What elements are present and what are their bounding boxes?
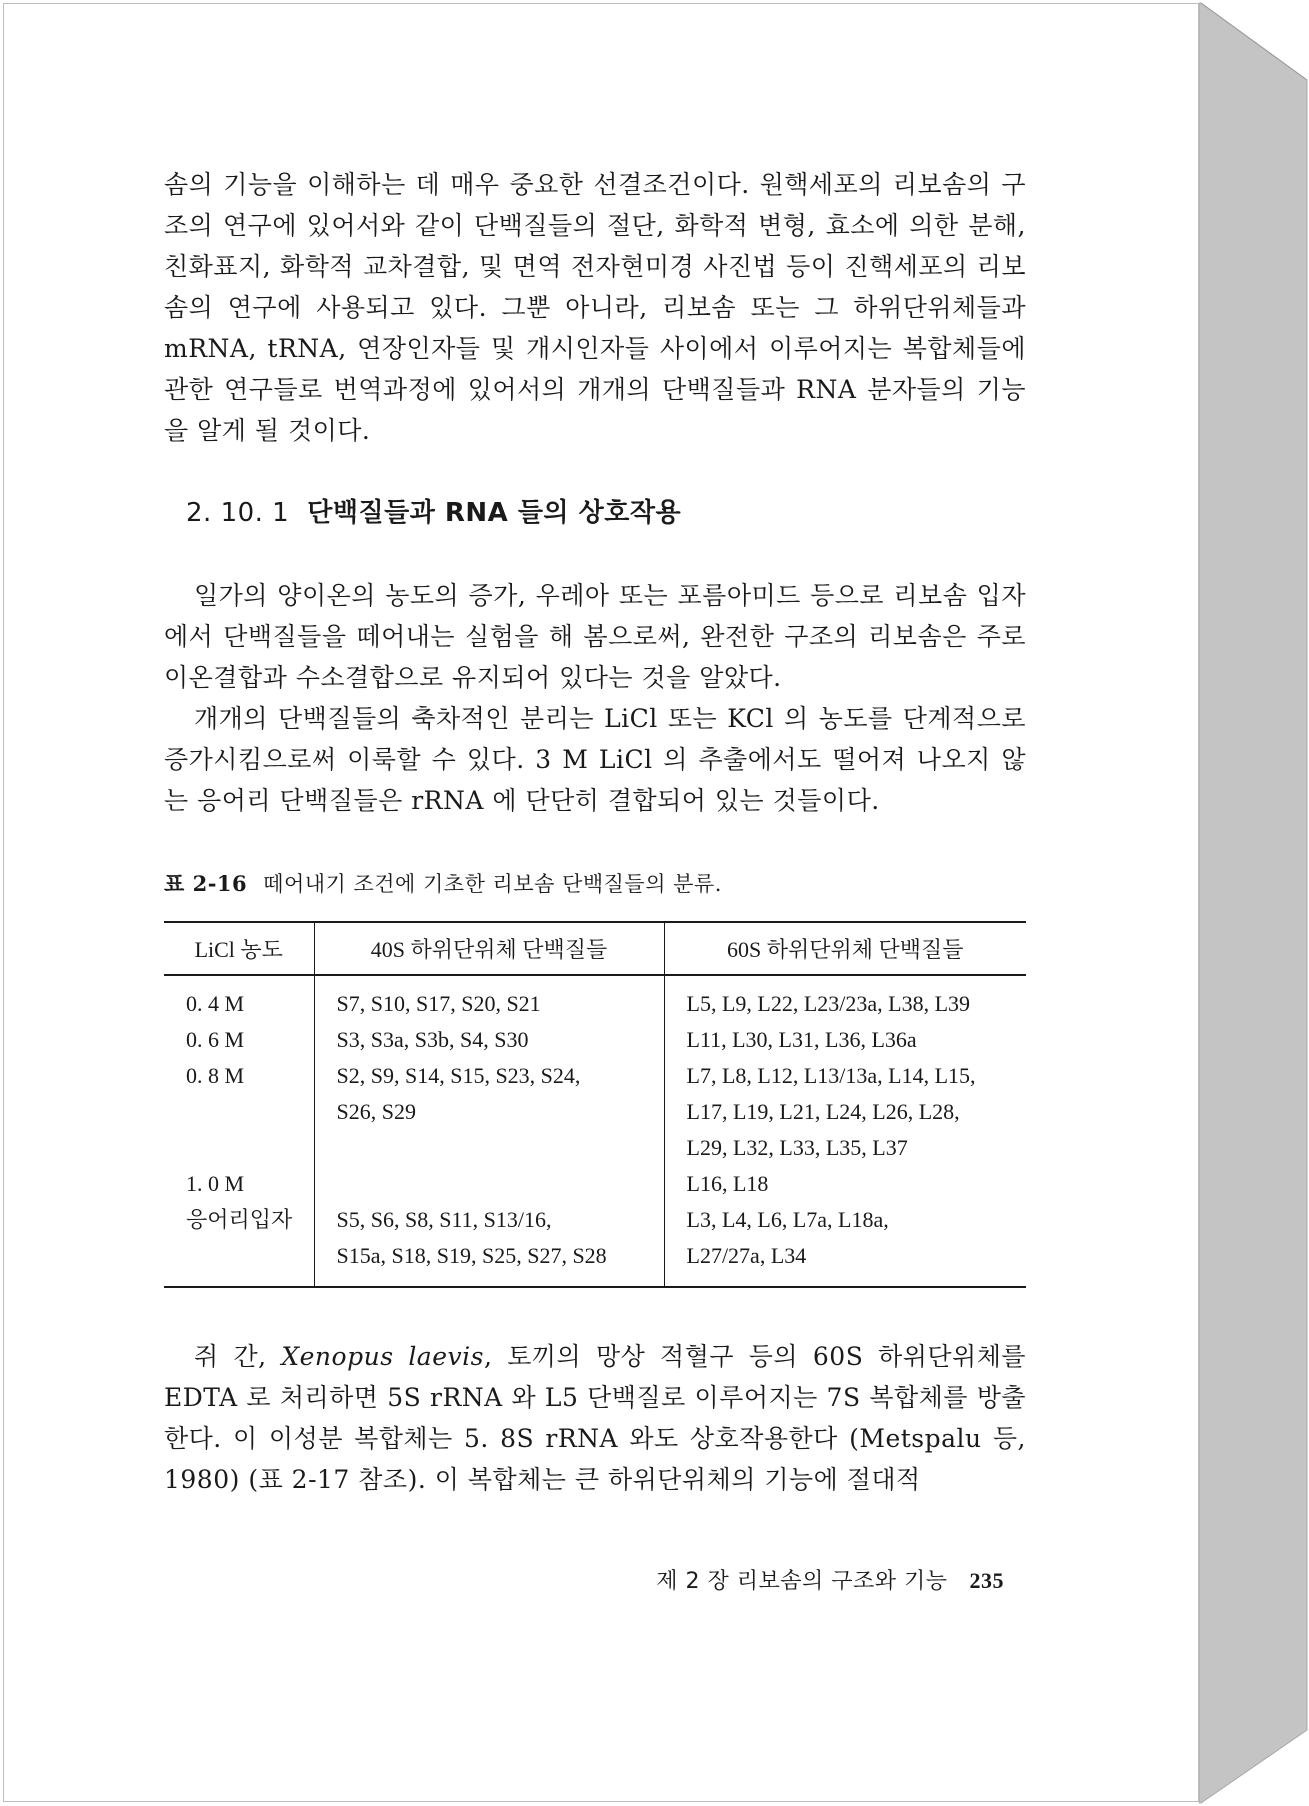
s60-line: L7, L8, L12, L13/13a, L14, L15, — [686, 1063, 976, 1088]
body-paragraph-2: 개개의 단백질들의 축차적인 분리는 LiCl 또는 KCl 의 농도를 단계적으로 증가시킴으로써 이룩할 수 있다. 3 M LiCl 의 추출에서도 떨어져 나오지 않는 응어리 단백질들은 rRNA 에 단단히 결합되어 있는 것들이다. — [164, 704, 1026, 815]
table-caption-text: 떼어내기 조건에 기초한 리보솜 단백질들의 분류. — [263, 872, 722, 896]
table-row — [164, 1022, 1026, 1058]
concentration-cell: 1. 0 M — [186, 1171, 245, 1196]
section-number: 2. 10. 1 — [186, 498, 290, 528]
table-row — [164, 1202, 1026, 1287]
closing-paragraph — [164, 1336, 1026, 1500]
header-60s-proteins: 60S 하위단위체 단백질들 — [664, 922, 1026, 975]
s40-line: S2, S9, S14, S15, S23, S24, — [336, 1063, 581, 1088]
book-page — [3, 3, 1199, 1802]
s60-cell — [664, 1058, 1026, 1166]
s40-line: S26, S29 — [336, 1099, 416, 1124]
book-page-edge — [1199, 0, 1309, 1806]
intro-paragraph: 솜의 기능을 이해하는 데 매우 중요한 선결조건이다. 원핵세포의 리보솜의 구조의 연구에 있어서와 같이 단백질들의 절단, 화학적 변형, 효소에 의한 분해, 친화표지, 화학적 교차결합, 및 면역 전자현미경 사진법 등이 진핵세포의 리보솜의 연구에 사용되고 있다. 그뿐 아니라, 리보솜 또는 그 하위단위체들과 mRNA, tRNA, 연장인자들 및 개시인자들 사이에서 이루어지는 복합체들에 관한 연구들로 번역과정에 있어서의 개개의 단백질들과 RNA 분자들의 기능을 알게 될 것이다. — [164, 170, 1026, 445]
table-caption-label: 표 2-16 — [164, 871, 248, 896]
species-name: Xenopus laevis — [281, 1342, 484, 1371]
concentration-cell: 응어리입자 — [164, 1202, 314, 1287]
s60-line: L3, L4, L6, L7a, L18a, — [686, 1207, 889, 1232]
concentration-cell: 0. 6 M — [186, 1027, 245, 1052]
table-caption — [164, 869, 1026, 899]
page-footer — [164, 1564, 1026, 1595]
s40-cell — [314, 975, 664, 1022]
table-header-row — [164, 922, 1026, 975]
s60-line: L16, L18 — [686, 1171, 769, 1196]
closing-text-rest: , 토끼의 망상 적혈구 등의 60S 하위단위체를 EDTA 로 처리하면 5S rRNA 와 L5 단백질로 이루어지는 7S 복합체를 방출한다. 이 이성분 복합체는 5. 8S rRNA 와도 상호작용한다 (Metspalu 등, 1980) (표 2-17 참조). 이 복합체는 큰 하위단위체의 기능에 절대적 — [164, 1342, 1027, 1494]
body-paragraph-1: 일가의 양이온의 농도의 증가, 우레아 또는 포름아미드 등으로 리보솜 입자에서 단백질들을 떼어내는 실험을 해 봄으로써, 완전한 구조의 리보솜은 주로 이온결합과 수소결합으로 유지되어 있다는 것을 알았다. — [164, 581, 1026, 692]
page-edge-shape — [1199, 0, 1309, 1806]
header-licl-concentration: LiCl 농도 — [164, 922, 314, 975]
s60-cell — [664, 1022, 1026, 1058]
s60-cell — [664, 1166, 1026, 1202]
running-footer-chapter: 제 2 장 리보솜의 구조와 기능 — [656, 1569, 948, 1594]
s40-line: S15a, S18, S19, S25, S27, S28 — [336, 1243, 607, 1268]
page-content — [164, 164, 1027, 1594]
s40-line: S3, S3a, S3b, S4, S30 — [336, 1027, 529, 1052]
s40-cell — [314, 1202, 664, 1287]
protein-classification-table — [164, 921, 1026, 1288]
section-title: 단백질들과 RNA 들의 상호작용 — [307, 498, 682, 528]
s60-line: L29, L32, L33, L35, L37 — [686, 1135, 908, 1160]
concentration-cell: 0. 4 M — [186, 991, 245, 1016]
s60-cell — [664, 975, 1026, 1022]
s60-cell — [664, 1202, 1026, 1287]
s60-line: L17, L19, L21, L24, L26, L28, — [686, 1099, 960, 1124]
s40-line: S7, S10, S17, S20, S21 — [336, 991, 541, 1016]
table-row — [164, 1166, 1026, 1202]
closing-text-start: 쥐 간, — [194, 1342, 282, 1371]
section-heading — [164, 495, 1026, 531]
header-40s-proteins: 40S 하위단위체 단백질들 — [314, 922, 664, 975]
s60-line: L11, L30, L31, L36, L36a — [686, 1027, 917, 1052]
s40-cell — [314, 1022, 664, 1058]
table-row — [164, 975, 1026, 1022]
concentration-cell: 0. 8 M — [186, 1063, 245, 1088]
s40-line: S5, S6, S8, S11, S13/16, — [336, 1207, 552, 1232]
s60-line: L5, L9, L22, L23/23a, L38, L39 — [686, 991, 971, 1016]
s40-cell — [314, 1166, 664, 1202]
s40-cell — [314, 1058, 664, 1166]
table-row — [164, 1058, 1026, 1166]
page-number: 235 — [969, 1568, 1004, 1593]
s60-line: L27/27a, L34 — [686, 1243, 807, 1268]
